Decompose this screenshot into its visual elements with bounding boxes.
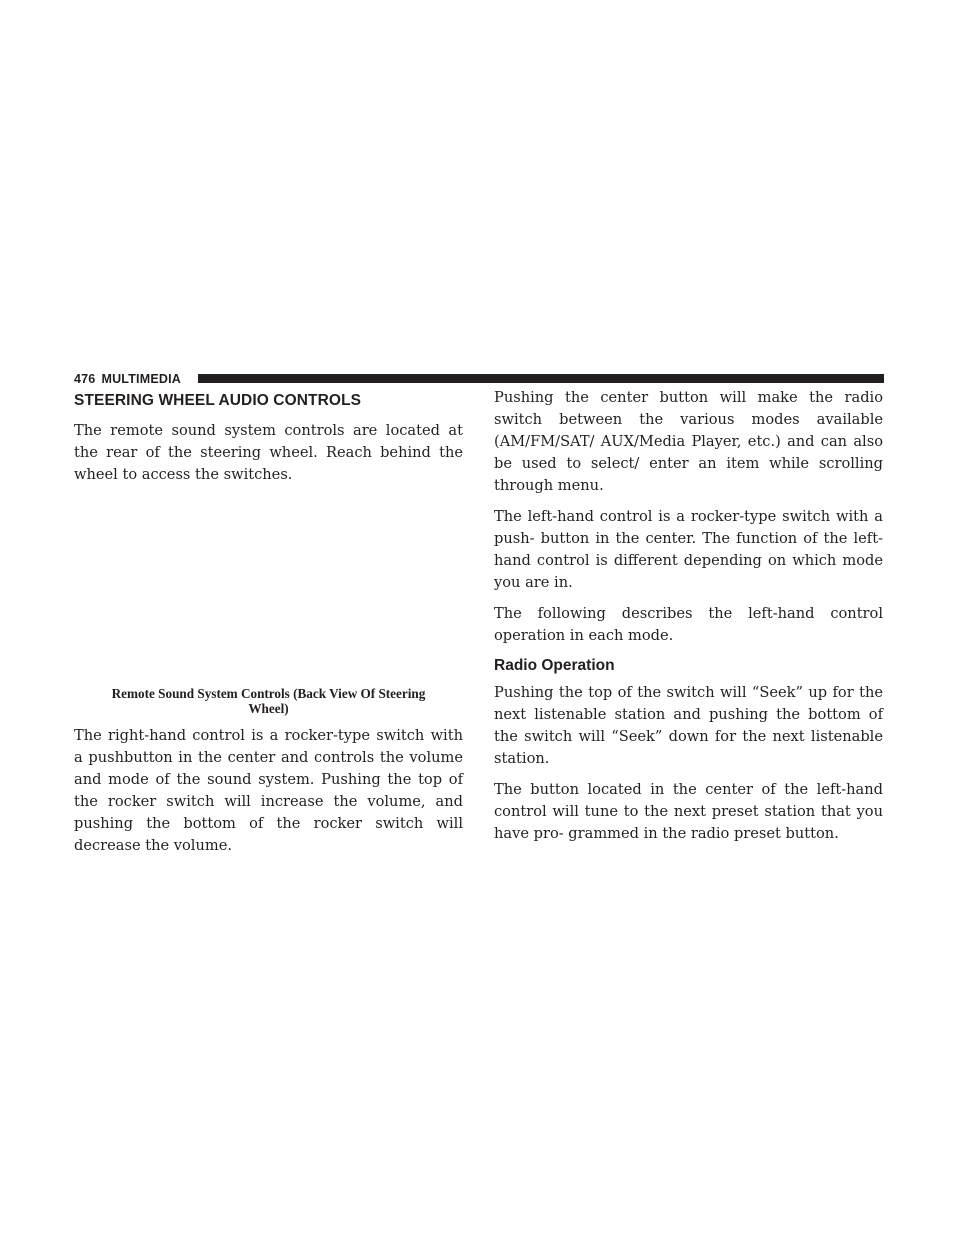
right-hand-control-paragraph: The right-hand control is a rocker-type switch with a pushbutton in the center and controls the volume and mode of the sound system. Pushing the top of the rocker switch will increase the volume, and pushing the bottom of the rocker switch will decrease the volume. [74,727,463,854]
left-column [74,391,463,866]
header-rule [198,374,884,383]
page-header [74,372,884,386]
subsection-title: Radio Operation [494,657,615,674]
left-hand-control-paragraph: The left-hand control is a rocker-type switch with a push- button in the center. The function of the left-hand control is different depending on which mode you are in. [494,508,883,591]
radio-preset-paragraph: The button located in the center of the left-hand control will tune to the next preset station that you have pro- grammed in the radio preset button. [494,781,883,842]
center-button-paragraph: Pushing the center button will make the radio switch between the various modes available (AM/FM/SAT/ AUX/Media Player, etc.) and can also be used to select/ enter an item while scrolling through menu. [494,389,883,494]
section-title: STEERING WHEEL AUDIO CONTROLS [74,392,362,409]
section-name: MULTIMEDIA [101,372,182,386]
following-paragraph: The following describes the left-hand control operation in each mode. [494,605,883,644]
radio-seek-paragraph: Pushing the top of the switch will “Seek” up for the next listenable station and pushing the bottom of the switch will “Seek” down for the next listenable station. [494,684,883,767]
intro-paragraph: The remote sound system controls are located at the rear of the steering wheel. Reach behind the wheel to access the switches. [74,422,463,483]
running-head [74,372,181,386]
right-column [494,391,883,854]
figure-caption: Remote Sound System Controls (Back View Of Steering Wheel) [111,686,426,716]
page-number: 476 [74,372,96,386]
figure-placeholder [74,495,463,683]
